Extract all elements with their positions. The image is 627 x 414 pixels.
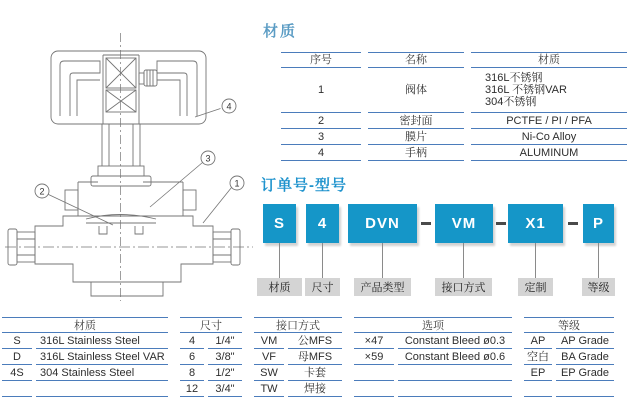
spec-cell: 6: [180, 349, 204, 365]
spec-cell: 316L Stainless Steel: [36, 333, 168, 349]
order-dash-separator: [568, 222, 578, 225]
order-connector-line: [322, 243, 323, 278]
spec-group-header: 尺寸: [180, 317, 242, 333]
spec-cell: [354, 381, 394, 397]
order-block-grade: P: [583, 204, 614, 243]
spec-cell: VF: [254, 349, 284, 365]
spec-cell: 1/4": [208, 333, 242, 349]
spec-group-header: 等级: [524, 317, 614, 333]
spec-group-grade: [524, 317, 614, 397]
materials-table: [281, 52, 627, 161]
order-label-custom: 定制: [518, 278, 553, 296]
order-connector-line: [598, 243, 599, 278]
order-block-product-type: DVN: [348, 204, 417, 243]
spec-cell: [2, 381, 32, 397]
order-section-title: 订单号-型号: [261, 177, 347, 194]
materials-header-material: 材质: [471, 52, 627, 68]
materials-name-cell: 阀体: [368, 68, 464, 113]
order-connector-line: [535, 243, 536, 278]
materials-material-cell: Ni-Co Alloy: [471, 129, 627, 145]
callout-number-4: 4: [226, 101, 232, 112]
spec-table: [2, 317, 614, 397]
order-label-grade: 等级: [582, 278, 615, 296]
materials-section-title: 材质: [263, 23, 298, 40]
spec-cell: VM: [254, 333, 284, 349]
spec-group-options: [354, 317, 512, 397]
spec-cell: 3/8": [208, 349, 242, 365]
materials-name-cell: 手柄: [368, 145, 464, 161]
materials-name-cell: 密封面: [368, 113, 464, 129]
materials-col-material: [471, 52, 627, 161]
spec-cell: EP Grade: [556, 365, 614, 381]
order-dash-separator: [496, 222, 506, 225]
spec-cell: ×59: [354, 349, 394, 365]
spec-cell: Constant Bleed ø0.6: [398, 349, 512, 365]
materials-material-cell: PCTFE / PI / PFA: [471, 113, 627, 129]
order-label-size: 尺寸: [305, 278, 340, 296]
materials-material-cell: ALUMINUM: [471, 145, 627, 161]
spec-group-size: [180, 317, 242, 397]
order-block-custom: X1: [508, 204, 563, 243]
spec-cell: ×47: [354, 333, 394, 349]
spec-cell: 1/2": [208, 365, 242, 381]
spec-cell: 4S: [2, 365, 32, 381]
materials-name-cell: 膜片: [368, 129, 464, 145]
spec-group-connection: [254, 317, 342, 397]
spec-cell: [36, 381, 168, 397]
spec-cell: AP: [524, 333, 552, 349]
callout-number-3: 3: [205, 153, 211, 164]
spec-group-header: 材质: [2, 317, 168, 333]
order-block-material: S: [263, 204, 296, 243]
spec-cell: [524, 381, 552, 397]
spec-cell: [398, 381, 512, 397]
spec-group-material: [2, 317, 168, 397]
order-label-connection: 接口方式: [435, 278, 492, 296]
spec-cell: BA Grade: [556, 349, 614, 365]
materials-material-cell: [471, 68, 627, 113]
spec-cell: EP: [524, 365, 552, 381]
spec-cell: TW: [254, 381, 284, 397]
material-line: 316L 不锈钢VAR: [485, 84, 567, 96]
spec-cell: 304 Stainless Steel: [36, 365, 168, 381]
spec-cell: [354, 365, 394, 381]
materials-no-cell: 2: [281, 113, 361, 129]
order-connector-line: [279, 243, 280, 278]
spec-cell: [556, 381, 614, 397]
order-label-product-type: 产品类型: [354, 278, 411, 296]
materials-no-cell: 4: [281, 145, 361, 161]
order-connector-line: [463, 243, 464, 278]
spec-cell: 3/4": [208, 381, 242, 397]
spec-cell: 卡套: [288, 365, 342, 381]
spec-cell: AP Grade: [556, 333, 614, 349]
callout-number-1: 1: [234, 178, 240, 189]
spec-cell: Constant Bleed ø0.3: [398, 333, 512, 349]
materials-col-no: [281, 52, 361, 161]
callout-number-2: 2: [39, 186, 45, 197]
material-line: 304不锈钢: [485, 96, 537, 108]
order-block-size: 4: [306, 204, 339, 243]
spec-cell: [398, 365, 512, 381]
materials-no-cell: 1: [281, 68, 361, 113]
spec-cell: 空白: [524, 349, 552, 365]
materials-header-name: 名称: [368, 52, 464, 68]
spec-cell: 8: [180, 365, 204, 381]
materials-no-cell: 3: [281, 129, 361, 145]
order-connector-line: [382, 243, 383, 278]
spec-cell: 12: [180, 381, 204, 397]
order-block-connection: VM: [435, 204, 493, 243]
spec-cell: SW: [254, 365, 284, 381]
spec-cell: D: [2, 349, 32, 365]
spec-cell: S: [2, 333, 32, 349]
spec-group-header: 接口方式: [254, 317, 342, 333]
materials-header-no: 序号: [281, 52, 361, 68]
spec-cell: 焊接: [288, 381, 342, 397]
valve-cross-section-drawing: [3, 20, 258, 312]
spec-cell: 母MFS: [288, 349, 342, 365]
valve-outline: [5, 33, 253, 301]
order-label-material: 材质: [257, 278, 302, 296]
spec-group-header: 选项: [354, 317, 512, 333]
spec-cell: 4: [180, 333, 204, 349]
material-line: 316L不锈钢: [485, 72, 543, 84]
spec-cell: 公MFS: [288, 333, 342, 349]
spec-cell: 316L Stainless Steel VAR: [36, 349, 168, 365]
order-dash-separator: [421, 222, 431, 225]
materials-col-name: [368, 52, 464, 161]
